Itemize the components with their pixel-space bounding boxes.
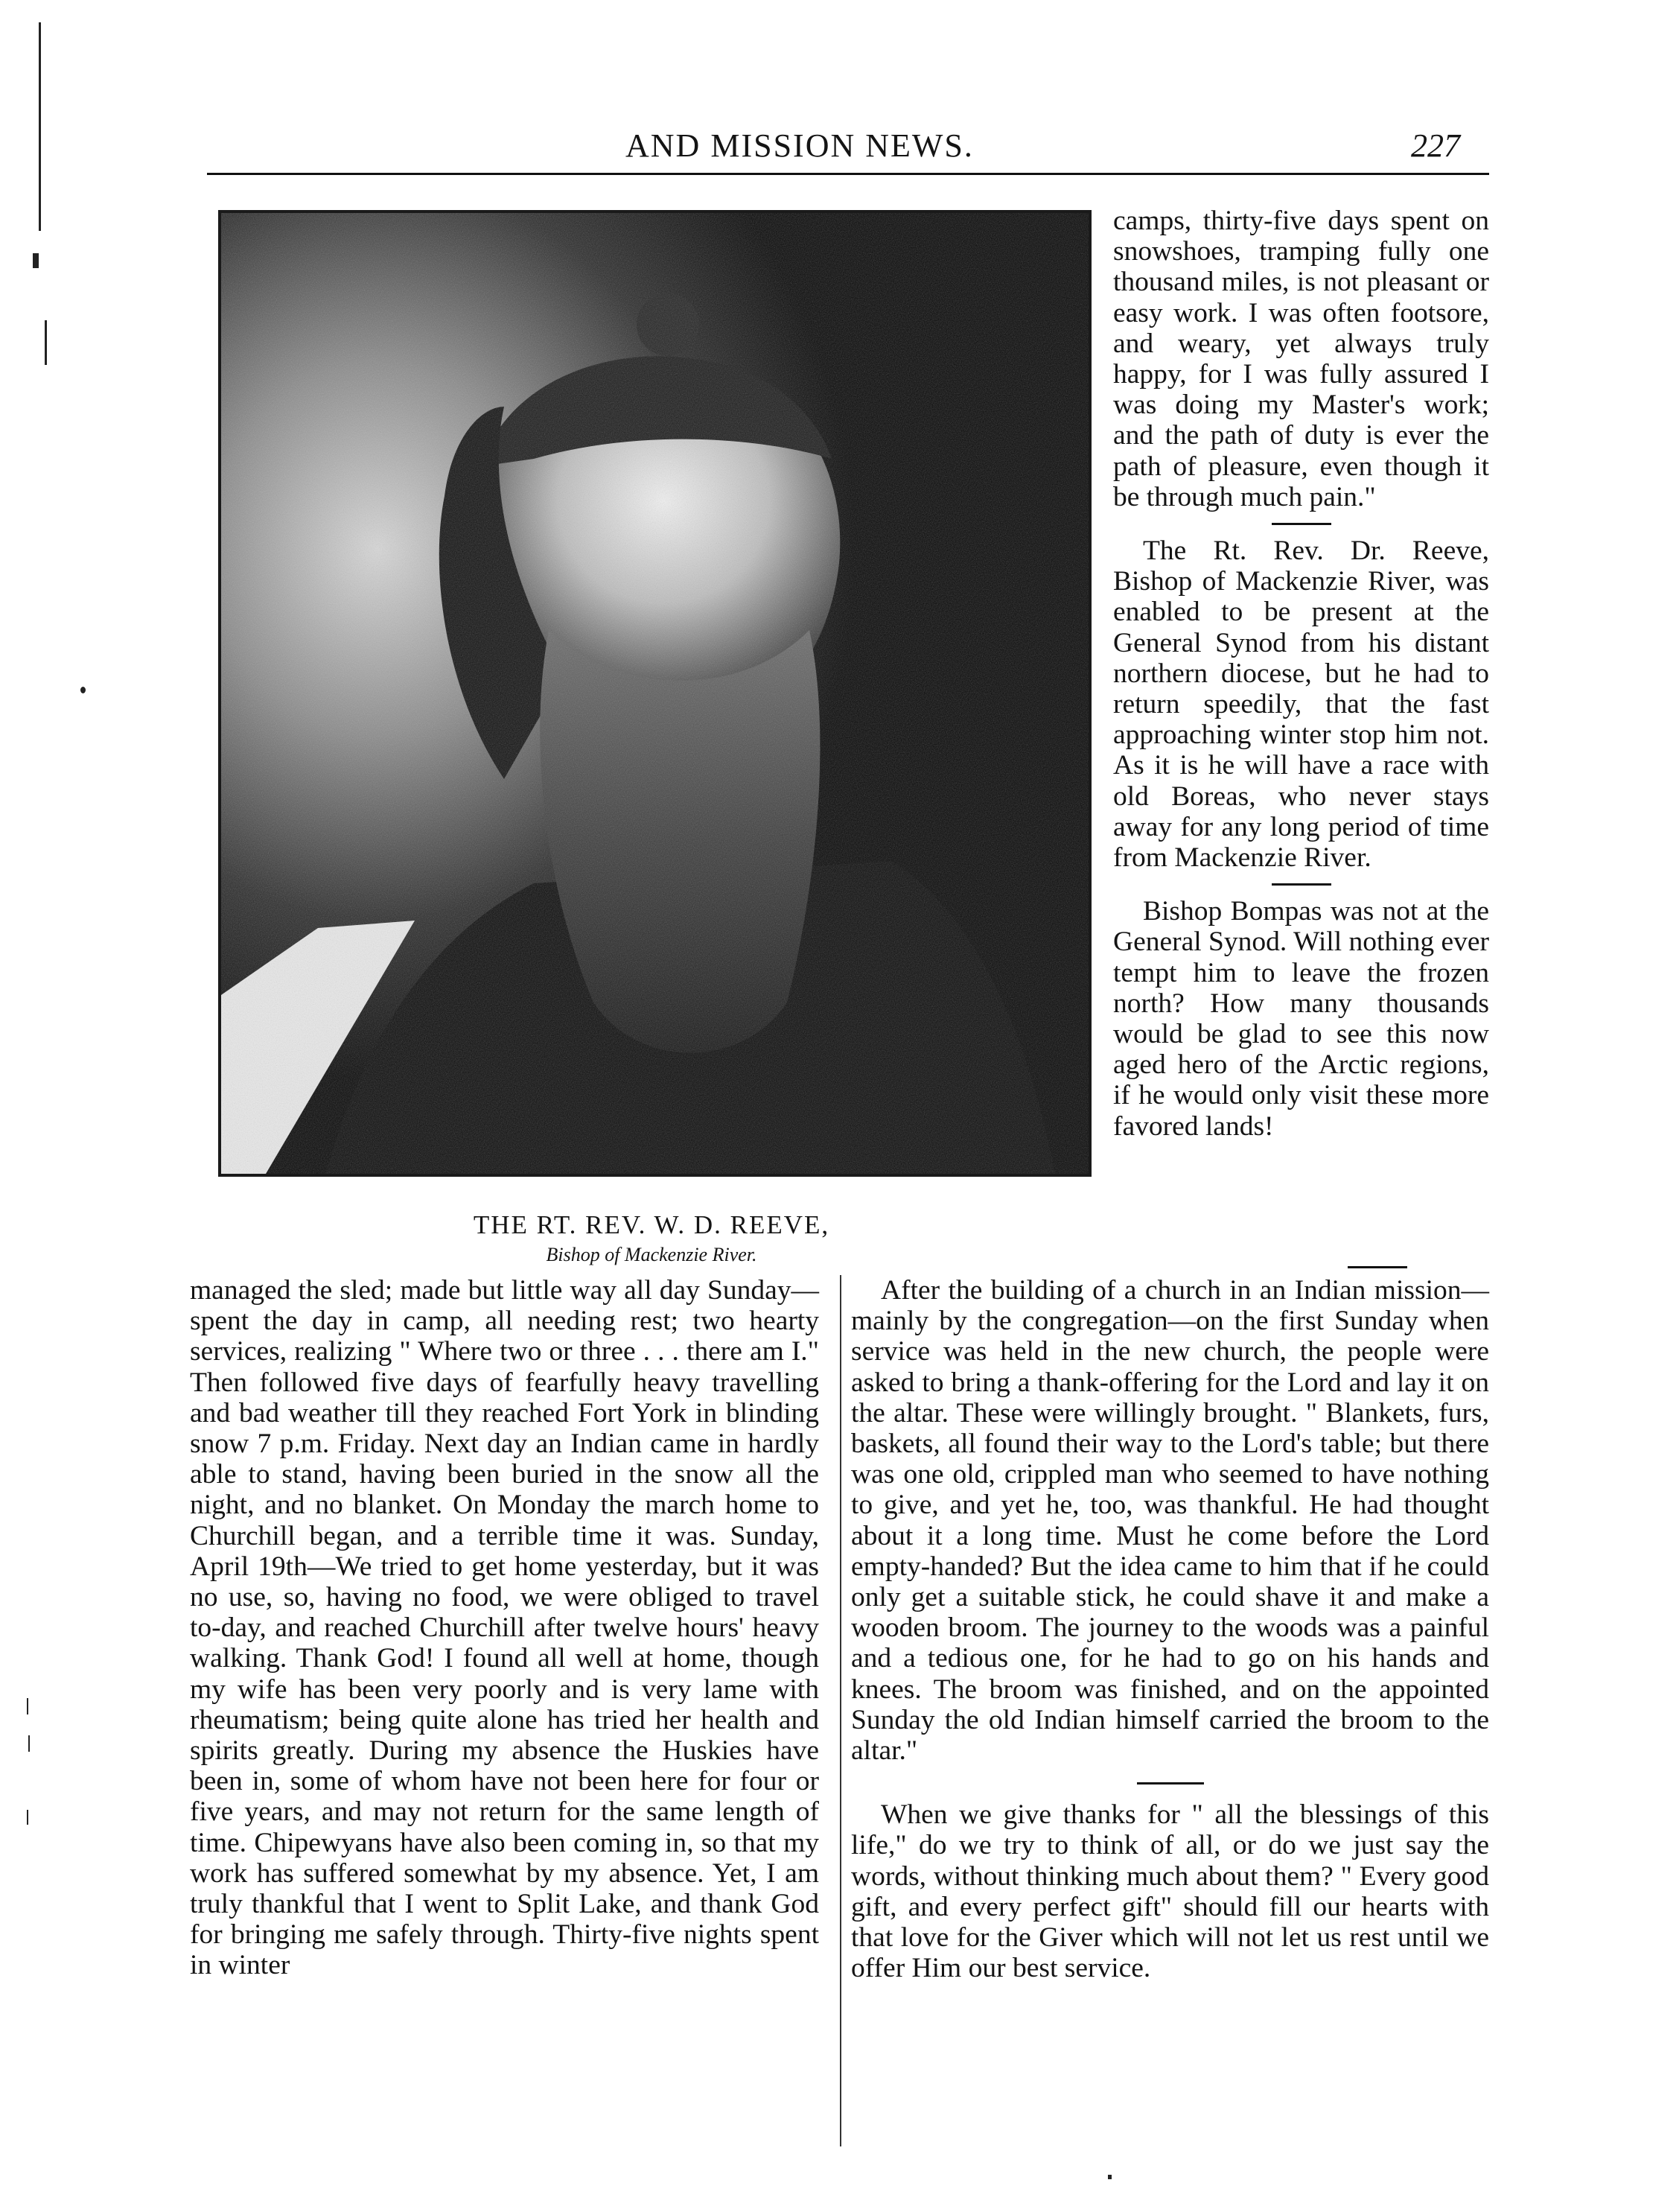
page-number: 227	[1411, 127, 1460, 164]
bottom-right-column	[851, 1275, 1489, 1983]
margin-line	[39, 22, 41, 231]
right-paragraph-1: camps, thirty-five days spent on snowshoes, tramping fully one thousand miles, is not pleasant or easy work. I was often footsore, and weary, yet always truly happy, for I was fully assured I was doing my Master's work; and the path of duty is ever the path of pleasure, even though it be through much pain."	[1113, 206, 1489, 512]
section-divider	[1272, 523, 1331, 525]
thanks-paragraph: When we give thanks for " all the blessings of this life," do we try to think of all, or do we just say the words, without thinking much about them? " Every good gift, and every perfect gift" should fill our hearts with that love for the Giver which will not let us rest until we offer Him our best service.	[851, 1799, 1489, 1984]
speck	[1108, 2175, 1112, 2179]
bottom-left-column	[190, 1275, 819, 1981]
margin-mark	[27, 1698, 28, 1714]
margin-mark	[45, 320, 47, 365]
section-divider	[1272, 883, 1331, 886]
margin-mark	[28, 1735, 30, 1752]
photo-caption: THE RT. REV. W. D. REEVE,	[473, 1210, 830, 1239]
right-paragraph-3: Bishop Bompas was not at the General Synod. Will nothing ever tempt him to leave the frozen north? How many thousands would be glad to see this now aged hero of the Arctic regions, if he would only visit these more favored lands!	[1113, 896, 1489, 1142]
portrait-photo	[218, 210, 1092, 1177]
margin-mark	[27, 1810, 28, 1825]
photo-subcaption: Bishop of Mackenzie River.	[546, 1244, 757, 1265]
margin-mark	[80, 687, 86, 693]
bishop-portrait-image	[221, 213, 1089, 1174]
left-paragraph-1: managed the sled; made but little way all day Sunday—spent the day in camp, all needing rest; two hearty services, realizing " Where two or three . . . there am I." Then followed five days of fearfully heavy travelling and bad weather till they reached Fort York in blinding snow 7 p.m. Friday. Next day an Indian came in hardly able to stand, having been buried in the snow all the night, and no blanket. On Monday the march home to Churchill began, and a terrible time it was. Sunday, April 19th—We tried to get home yesterday, but it was no use, so, having no food, we were obliged to travel to-day, and reached Churchill after twelve hours' heavy walking. Thank God! I found all well at home, though my wife has been very poorly and is very lame with rheumatism; being quite alone has tried her health and spirits greatly. During my absence the Huskies have been in, some of whom have not been here for four or five years, and may not return for the same length of time. Chipewyans have also been coming in, so that my work has suffered somewhat by my absence. Yet, I am truly thankful that I went to Split Lake, and thank God for bringing me safely through. Thirty-five nights spent in winter	[190, 1275, 819, 1981]
right-paragraph-2: The Rt. Rev. Dr. Reeve, Bishop of Mackenzie River, was enabled to be present at the General Synod from his distant northern diocese, but he had to return speedily, that the fast approaching winter stop him not. As it is he will have a race with old Boreas, who never stays away for any long period of time from Mackenzie River.	[1113, 535, 1489, 874]
section-divider	[1137, 1782, 1204, 1784]
running-header: AND MISSION NEWS.	[625, 127, 974, 164]
header-rule	[207, 173, 1489, 175]
right-column	[1113, 206, 1489, 1142]
church-story-paragraph: After the building of a church in an Indian mission—mainly by the congregation—on the first Sunday when service was held in the new church, the people were asked to bring a thank-offering for the Lord and lay it on the altar. These were willingly brought. " Blankets, furs, baskets, all found their way to the Lord's table; but there was one old, crippled man who seemed to have nothing to give, and yet he, too, was thankful. He had thought about it a long time. Must he come before the Lord empty-handed? But the idea came to him that if he could only get a suitable stick, he could shave it and make a wooden broom. The journey to the woods was a painful and a tedious one, for he had to go on his hands and knees. The broom was finished, and on the appointed Sunday the old Indian himself carried the broom to the altar."	[851, 1275, 1489, 1767]
margin-mark	[33, 253, 39, 268]
column-end-rule	[1348, 1266, 1407, 1268]
column-divider	[840, 1275, 841, 2146]
